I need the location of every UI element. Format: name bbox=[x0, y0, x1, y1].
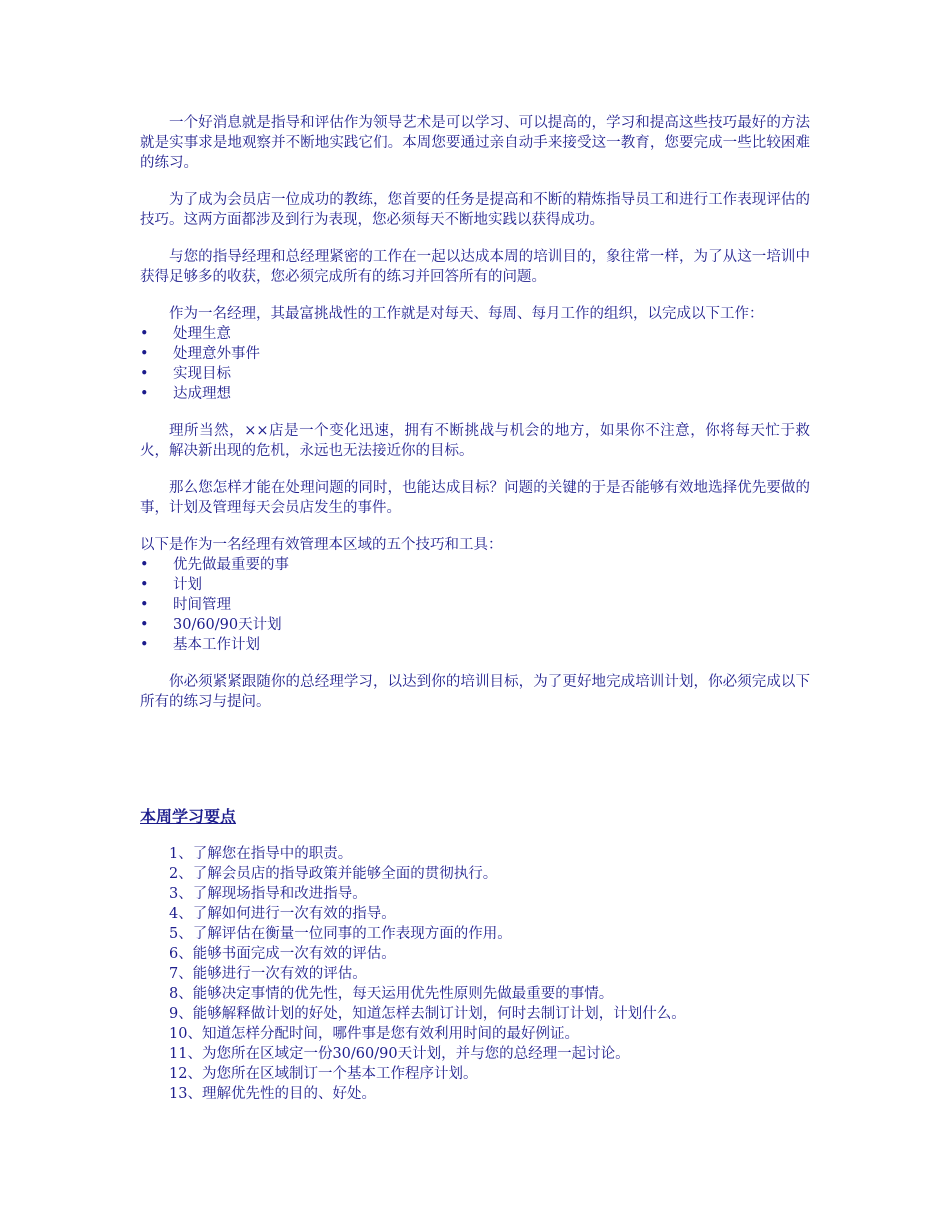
intro-paragraph-2: 为了成为会员店一位成功的教练，您首要的任务是提高和不断的精炼指导员工和进行工作表现评估的技巧。这两方面都涉及到行为表现，您必须每天不断地实践以获得成功。 bbox=[140, 192, 810, 228]
list-item: • 处理意外事件 bbox=[140, 344, 810, 364]
intro-paragraph-5: 理所当然，××店是一个变化迅速，拥有不断挑战与机会的地方，如果你不注意，你将每天忙于救火，解决新出现的危机，永远也无法接近你的目标。 bbox=[140, 423, 810, 459]
tools-intro: 以下是作为一名经理有效管理本区域的五个技巧和工具： bbox=[140, 537, 503, 553]
list-item: 11、为您所在区域定一份30/60/90天计划，并与您的总经理一起讨论。 bbox=[169, 1046, 630, 1062]
list-item: • 基本工作计划 bbox=[140, 635, 810, 655]
closing-paragraph: 你必须紧紧跟随你的总经理学习，以达到你的培训目标，为了更好地完成培训计划，你必须完成以下所有的练习与提问。 bbox=[140, 674, 810, 710]
list-item: • 时间管理 bbox=[140, 595, 810, 615]
intro-paragraph-4: 作为一名经理，其最富挑战性的工作就是对每天、每周、每月工作的组织，以完成以下工作： bbox=[169, 306, 764, 322]
section-spacer bbox=[140, 729, 810, 807]
list-item: 12、为您所在区域制订一个基本工作程序计划。 bbox=[169, 1066, 478, 1082]
intro-paragraph-6: 那么您怎样才能在处理问题的同时，也能达成目标？问题的关键的于是否能够有效地选择优先要做的事，计划及管理每天会员店发生的事件。 bbox=[140, 480, 810, 516]
list-item: • 优先做最重要的事 bbox=[140, 555, 810, 575]
list-item: 3、了解现场指导和改进指导。 bbox=[169, 886, 367, 902]
document-page bbox=[140, 113, 810, 1104]
key-points-title: 本周学习要点 bbox=[140, 807, 237, 826]
list-item: 4、了解如何进行一次有效的指导。 bbox=[169, 906, 396, 922]
list-item: 8、能够决定事情的优先性，每天运用优先性原则先做最重要的事情。 bbox=[169, 986, 614, 1002]
task-list bbox=[140, 324, 810, 404]
list-item: 10、知道怎样分配时间，哪件事是您有效利用时间的最好例证。 bbox=[169, 1026, 579, 1042]
list-item: • 处理生意 bbox=[140, 324, 810, 344]
list-item: 13、理解优先性的目的、好处。 bbox=[169, 1086, 376, 1102]
list-item: • 计划 bbox=[140, 575, 810, 595]
list-item: 9、能够解释做计划的好处，知道怎样去制订计划，何时去制订计划，计划什么。 bbox=[169, 1006, 686, 1022]
list-item: • 实现目标 bbox=[140, 364, 810, 384]
list-item: 1、了解您在指导中的职责。 bbox=[169, 846, 353, 862]
list-item: 2、了解会员店的指导政策并能够全面的贯彻执行。 bbox=[169, 866, 498, 882]
list-item: 5、了解评估在衡量一位同事的工作表现方面的作用。 bbox=[169, 926, 512, 942]
list-item: 6、能够书面完成一次有效的评估。 bbox=[169, 946, 396, 962]
list-item: • 30/60/90天计划 bbox=[140, 615, 810, 635]
list-item: 7、能够进行一次有效的评估。 bbox=[169, 966, 367, 982]
intro-paragraph-1: 一个好消息就是指导和评估作为领导艺术是可以学习、可以提高的，学习和提高这些技巧最好的方法就是实事求是地观察并不断地实践它们。本周您要通过亲自动手来接受这一教育，您要完成一些比较困难的练习。 bbox=[140, 115, 810, 171]
tools-list bbox=[140, 555, 810, 655]
intro-paragraph-3: 与您的指导经理和总经理紧密的工作在一起以达成本周的培训目的，象往常一样，为了从这一培训中获得足够多的收获，您必须完成所有的练习并回答所有的问题。 bbox=[140, 249, 810, 285]
list-item: • 达成理想 bbox=[140, 384, 810, 404]
key-points-list bbox=[140, 844, 810, 1104]
